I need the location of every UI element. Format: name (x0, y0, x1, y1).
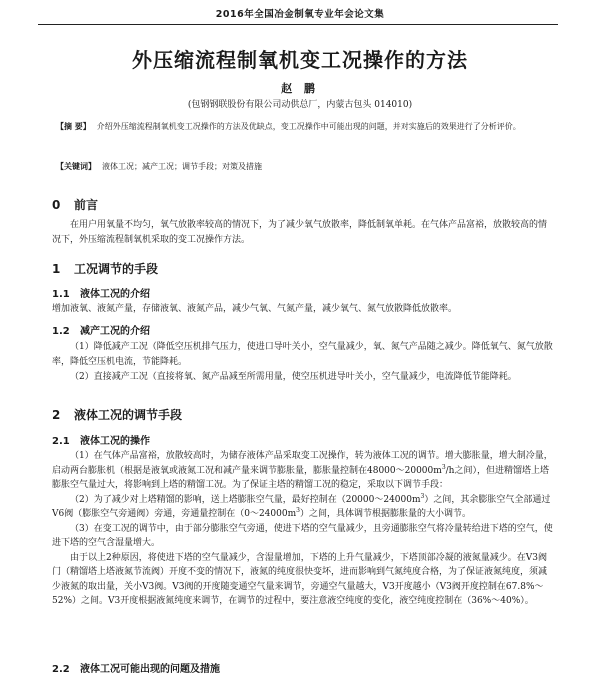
subsection-number: 2.2 (52, 664, 70, 675)
subsection-heading-1-2 (52, 322, 150, 337)
list-item: （1）降低减产工况（降低空压机排气压力，使进口导叶关小，空气量减少，氧、氮气产品随之减少。降低氧气、氮气放散率，降低空压机电流，节能降耗。 (52, 342, 553, 367)
keywords-tag: 【关键词】 (56, 162, 96, 171)
subsection-heading-2-1 (52, 432, 150, 447)
text-run: （2）为了减少对上塔精馏的影响，送上塔膨胀空气量，最好控制在（20000～24000m (70, 494, 421, 505)
text-run: /h之间），但进精馏塔上塔膨胀空气量过大，将影响到上塔的精馏工况。为了保证主塔的精馏工况的稳定，采取以下调节手段： (52, 465, 549, 490)
superscript: 3 (296, 507, 300, 514)
paragraph (52, 493, 554, 522)
text-run: ）之间，其余膨胀空气全部通过V6阀（膨胀空气旁通阀）旁通，旁通量控制在（0～24000m (52, 494, 551, 519)
paragraph: 在用户用氧量不均匀，氧气放散率较高的情况下，为了减少氧气放散率，降低制氧单耗。在气体产品富裕，放散较高的情况下，外压缩流程制氧机采取的变工况操作方法。 (52, 220, 548, 245)
section-title: 液体工况的调节手段 (74, 408, 183, 422)
subsection-title: 液体工况可能出现的问题及措施 (80, 664, 220, 675)
abstract (56, 120, 550, 133)
list-item: （2）直接减产工况（直接将氧、氮产品减至所需用量，使空压机进导叶关小，空气量减少，电流降低节能降耗。 (70, 372, 517, 382)
superscript: 3 (441, 463, 446, 471)
section-number: 0 (52, 198, 61, 212)
subsection-title: 液体工况的介绍 (80, 289, 150, 300)
section-0-body (52, 218, 554, 248)
subsection-number: 2.1 (52, 436, 70, 447)
affiliation: (包钢钢联股份有限公司动供总厂，内蒙古包头 014010) (187, 100, 413, 110)
section-number: 2 (52, 408, 61, 422)
subsection-2-1-body (52, 449, 554, 609)
section-heading-0 (52, 196, 98, 213)
paragraph: 由于以上2种原因，将使进下塔的空气量减少，含湿量增加，下塔的上升气量减少，下塔顶部冷凝的液氮量减少。在V3阀门（精馏塔上塔液氮节流阀）开度不变的情况下，液氮的纯度很快变坏，进而影响到气氮纯度合格，为了保证液氮纯度，须减少液氮的取出量，关小V3阀。V3阀的开度随变通空气量来调节，旁通空气量越大，V3开度越小（V3阀开度控制在67.8%～52%）之间。V3开度根据液氮纯度来调节，在调节的过程中，要注意液空纯度的变化，液空纯度控制在（36%～40%）。 (52, 552, 548, 606)
text-run: （1）在气体产品富裕，放散较高时，为储存液体产品采取变工况操作，转为液体工况的调节。增大膨胀量，增大制冷量，启动两台膨胀机（根据是液氧或液氮工况和减产量来调节膨胀量，膨胀量控制在48000～20000m (52, 451, 553, 476)
keywords-text: 液体工况；减产工况；调节手段；对策及措施 (102, 162, 262, 171)
paragraph (52, 449, 554, 493)
abstract-tag: 【摘 要】 (56, 122, 91, 131)
superscript: 3 (420, 492, 425, 500)
section-heading-1 (52, 260, 158, 277)
subsection-title: 减产工况的介绍 (80, 326, 150, 337)
paragraph: 增加液氧、液氮产量，存储液氧、液氮产品，减少气氧、气氮产量，减少氧气、氮气放散降低放散率。 (52, 304, 458, 314)
subsection-number: 1.1 (52, 289, 70, 300)
subsection-heading-2-2 (52, 660, 220, 675)
paragraph: （3）在变工况的调节中，由于部分膨胀空气旁通，使进下塔的空气量减少，且旁通膨胀空气将冷量转给进下塔的空气，使进下塔的空气含湿量增大。 (52, 523, 553, 548)
paper-title: 外压缩流程制氧机变工况操作的方法 (132, 48, 468, 72)
subsection-1-1-body (52, 302, 554, 317)
section-heading-2 (52, 406, 182, 423)
running-head: 2016年全国冶金制氧专业年会论文集 (215, 9, 385, 20)
subsection-title: 液体工况的操作 (80, 436, 150, 447)
subsection-number: 1.2 (52, 326, 70, 337)
abstract-text: 介绍外压缩流程制氧机变工况操作的方法及优缺点，变工况操作中可能出现的问题，并对实施后的效果进行了分析评价。 (96, 122, 521, 131)
section-title: 前言 (74, 198, 99, 212)
section-title: 工况调节的手段 (74, 262, 159, 276)
section-number: 1 (52, 262, 61, 276)
author: 赵 鹏 (281, 82, 319, 95)
keywords (56, 160, 550, 173)
text-run: ）之间，具体调节根据膨胀量的大小调节。 (299, 509, 471, 519)
subsection-1-2-body (52, 340, 554, 385)
subsection-heading-1-1 (52, 285, 150, 300)
header-rule (38, 24, 558, 25)
